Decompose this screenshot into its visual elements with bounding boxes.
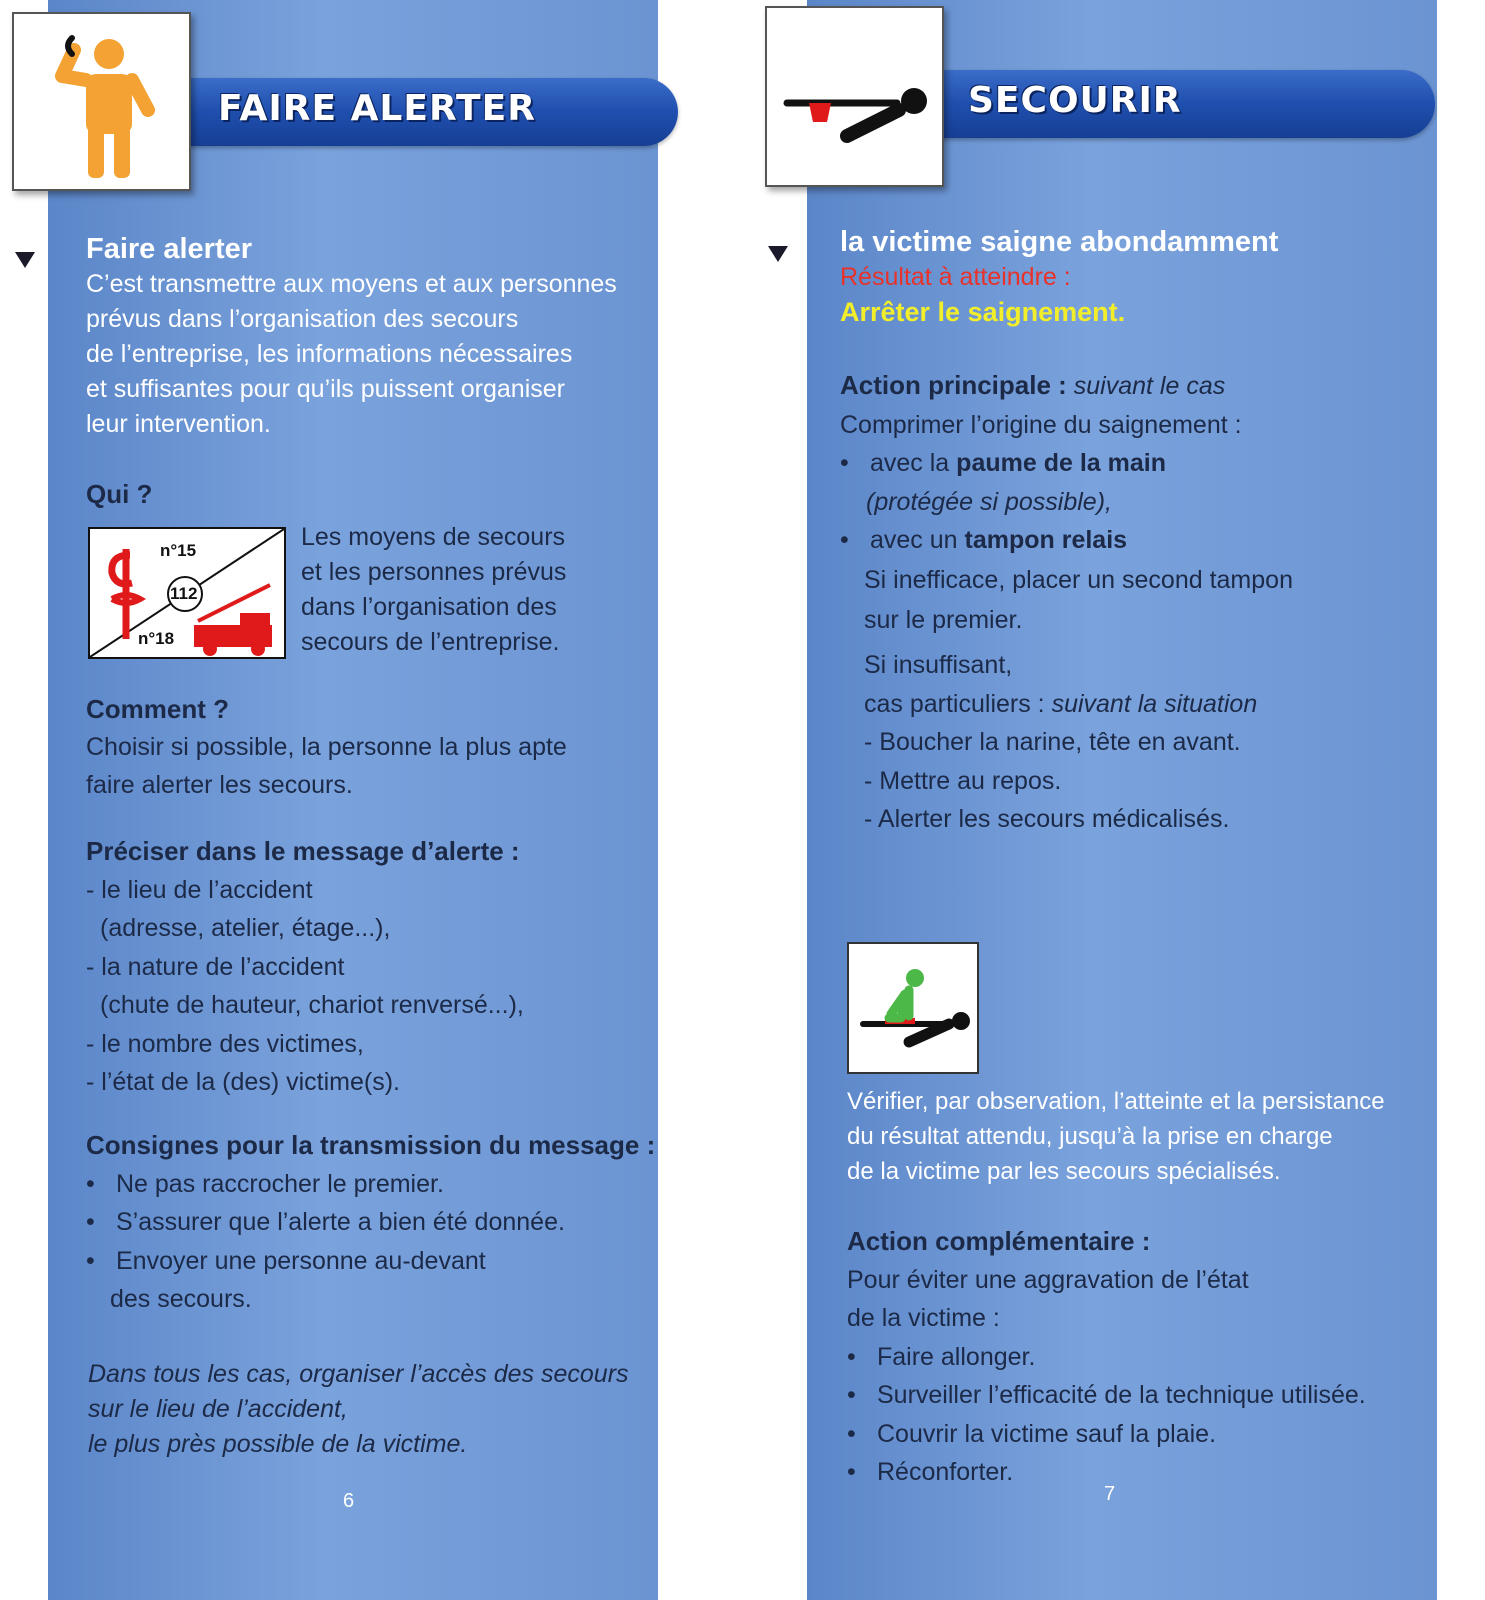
preciser-line: - le lieu de l’accident [86,875,313,904]
consignes-bullet: • S’assurer que l’alerte a bien été donnée. [86,1208,565,1236]
cas-pre: cas particuliers : [864,689,1052,718]
comp-line: Pour éviter une aggravation de l’état [847,1265,1249,1294]
insuff-section [864,646,1424,839]
comp-bullet: • Couvrir la victime sauf la plaie. [847,1419,1217,1448]
action-title: Action principale : [840,370,1067,400]
comment-line: faire alerter les secours. [86,771,353,799]
insuff-line: Si insuffisant, [864,651,1013,679]
emergency-numbers-badge [88,527,286,659]
intro-line: prévus dans l’organisation des secours [86,305,519,333]
comp-line: de la victime : [847,1304,1000,1332]
consignes-title: Consignes pour la transmission du message : [86,1130,656,1160]
cas-it: suivant la situation [1051,689,1258,718]
preciser-section [86,832,646,1102]
rescue-victim-icon [765,6,944,187]
qui-line: et les personnes prévus [301,558,567,586]
alert-person-icon [12,12,191,191]
badge-n15: n°15 [160,541,197,560]
ineff-line: Si inefficace, placer un second tampon [864,566,1293,594]
right-header [840,225,1410,330]
badge-n112: 112 [170,584,198,603]
compress-wound-icon [847,942,979,1074]
preciser-line: - la nature de l’accident [86,952,345,981]
action-suffix: suivant le cas [1073,372,1226,400]
comp-bullet: • Faire allonger. [847,1342,1036,1371]
comment-line: Choisir si possible, la personne la plus apte [86,733,567,761]
right-triangle-marker [768,246,788,262]
badge-n18: n°18 [138,629,175,648]
cas-item: - Mettre au repos. [864,766,1062,795]
comment-section [86,690,646,804]
bullet1-cont: (protégée si possible), [866,487,1112,516]
verifier-section [847,1084,1447,1189]
comp-bullet: • Surveiller l’efficacité de la technique utilisée. [847,1381,1366,1409]
intro-line: et suffisantes pour qu’ils puissent organiser [86,375,565,403]
qui-title: Qui ? [86,479,153,509]
verifier-line: de la victime par les secours spécialisés. [847,1158,1281,1185]
consignes-bullet: • Ne pas raccrocher le premier. [86,1169,444,1198]
comp-section [847,1222,1437,1492]
intro-line: C’est transmettre aux moyens et aux personnes [86,270,617,298]
left-banner [190,78,678,146]
comp-title: Action complémentaire : [847,1226,1151,1256]
footer-line: le plus près possible de la victime. [88,1430,468,1458]
preciser-line: (adresse, atelier, étage...), [100,914,391,942]
left-intro [86,232,646,442]
qui-line: Les moyens de secours [301,523,566,551]
qui-line: dans l’organisation des [301,593,557,621]
right-title: la victime saigne abondamment [840,226,1279,258]
intro-title: Faire alerter [86,233,253,265]
right-banner-title: SECOURIR [968,80,1182,121]
consignes-section [86,1126,656,1319]
action-bullet: • avec la paume de la main [840,449,1166,477]
left-banner-title: FAIRE ALERTER [218,88,536,129]
cas-item: - Alerter les secours médicalisés. [864,805,1230,833]
preciser-line: - l’état de la (des) victime(s). [86,1068,400,1096]
ineff-line: sur le premier. [864,606,1023,634]
result-label: Résultat à atteindre : [840,263,1071,291]
qui-text [301,520,631,660]
consignes-cont: des secours. [110,1285,252,1313]
qui-line: secours de l’entreprise. [301,628,560,656]
left-footer-note [88,1357,648,1462]
right-page-number: 7 [1104,1483,1116,1505]
footer-line: Dans tous les cas, organiser l’accès des secours [88,1360,629,1388]
comment-title: Comment ? [86,694,229,724]
preciser-line: - le nombre des victimes, [86,1029,364,1058]
verifier-line: du résultat attendu, jusqu’à la prise en charge [847,1123,1333,1150]
ineff-section [864,560,1424,640]
left-page-number: 6 [343,1490,355,1512]
action-line: Comprimer l’origine du saignement : [840,410,1242,439]
preciser-title: Préciser dans le message d’alerte : [86,836,520,866]
left-triangle-marker [15,252,35,268]
cas-item: - Boucher la narine, tête en avant. [864,728,1241,756]
intro-line: leur intervention. [86,410,271,438]
footer-line: sur le lieu de l’accident, [88,1395,348,1423]
preciser-line: (chute de hauteur, chariot renversé...), [100,991,524,1019]
right-banner [940,70,1435,138]
action-principale [840,366,1430,560]
consignes-bullet: • Envoyer une personne au-devant [86,1246,486,1275]
verifier-line: Vérifier, par observation, l’atteinte et la persistance [847,1088,1385,1115]
intro-line: de l’entreprise, les informations nécessaires [86,340,573,368]
result-value: Arrêter le saignement. [840,297,1126,327]
action-bullet: • avec un tampon relais [840,526,1128,554]
comp-bullet: • Réconforter. [847,1458,1014,1486]
